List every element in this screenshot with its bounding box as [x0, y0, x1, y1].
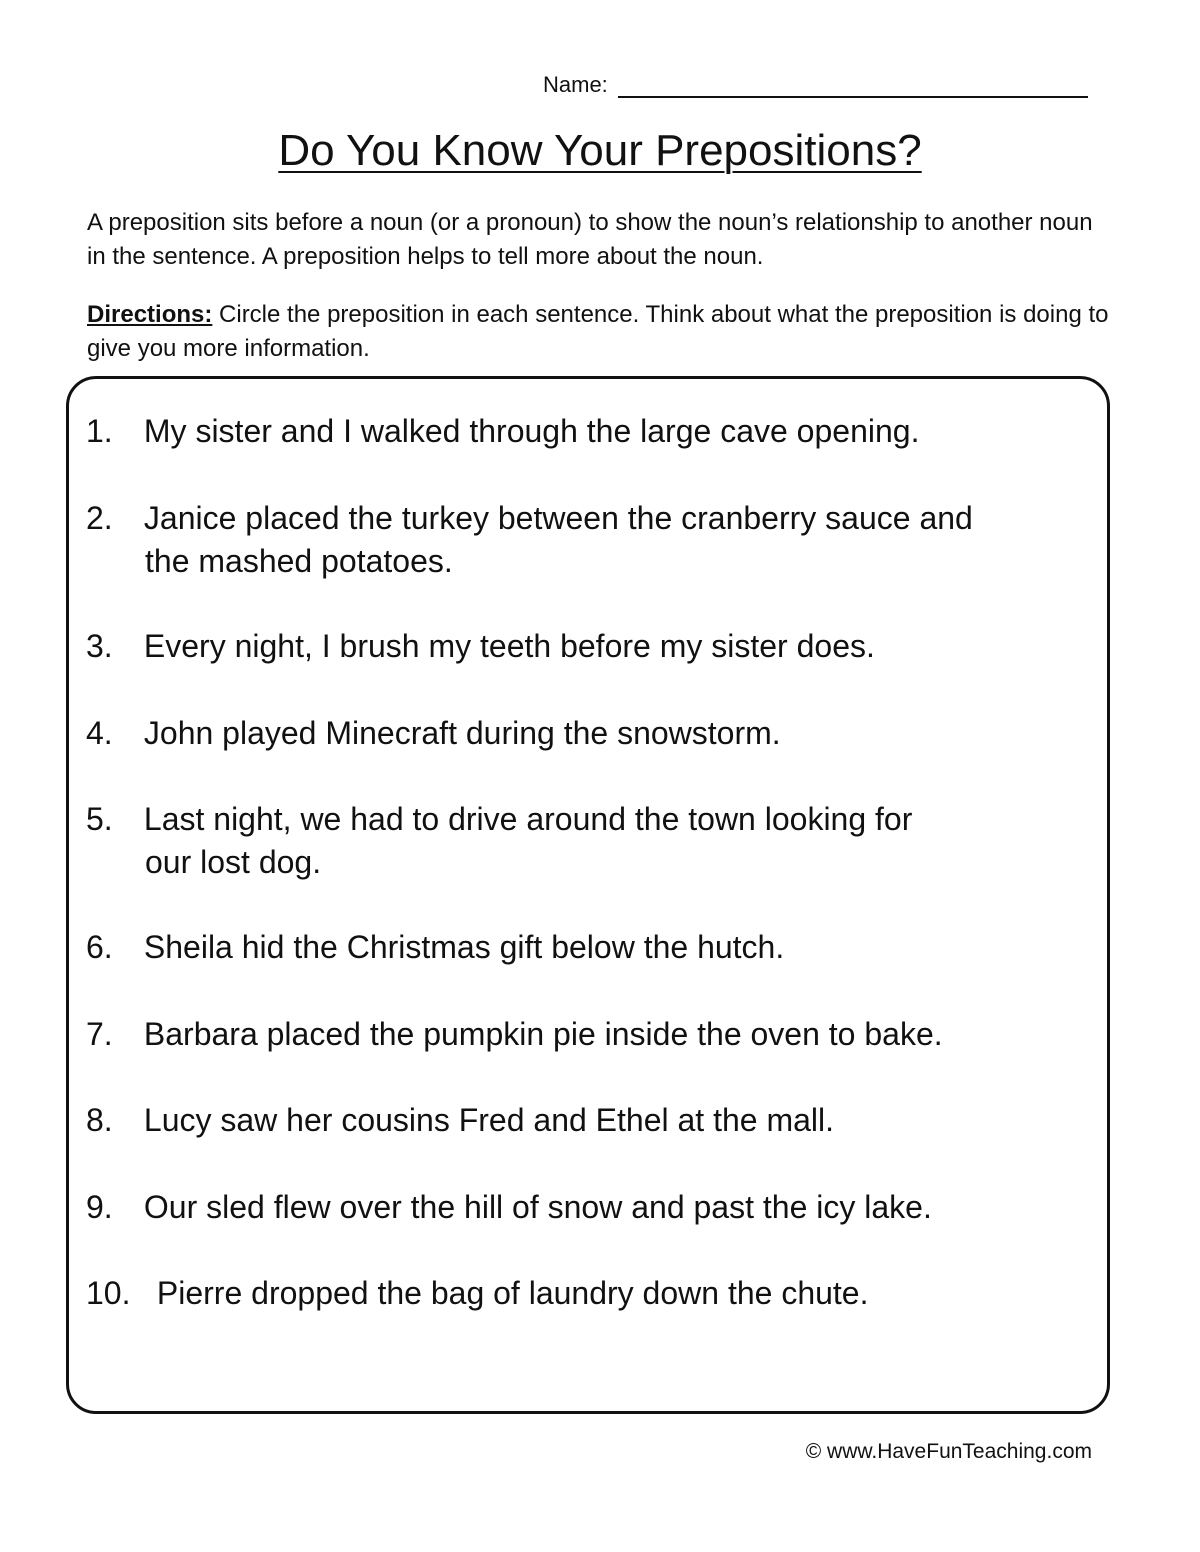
- sentence-item-3: [86, 625, 875, 668]
- item-number: 1.: [86, 413, 113, 449]
- sentence-item-10: [86, 1272, 868, 1315]
- sentence-item-7: [86, 1013, 943, 1056]
- item-number: 3.: [86, 628, 113, 664]
- intro-paragraph: A preposition sits before a noun (or a pronoun) to show the noun’s relationship to another noun in the sentence. A preposition helps to tell more about the noun.: [87, 209, 1093, 270]
- directions-label: Directions:: [87, 301, 213, 328]
- copyright-footer: © www.HaveFunTeaching.com: [805, 1440, 1092, 1463]
- item-text: Last night, we had to drive around the town looking for: [143, 801, 913, 837]
- name-label: Name:: [543, 72, 608, 97]
- item-text: Our sled flew over the hill of snow and past the icy lake.: [143, 1189, 932, 1225]
- item-text-continued: the mashed potatoes.: [145, 543, 453, 579]
- sentence-item-1: [86, 410, 919, 453]
- item-text: My sister and I walked through the large cave opening.: [143, 413, 920, 449]
- worksheet-title: Do You Know Your Prepositions?: [278, 126, 922, 175]
- sentence-item-6: [86, 926, 784, 969]
- directions-text: Circle the preposition in each sentence. Think about what the preposition is doing to give you more information.: [87, 301, 1109, 362]
- sentence-item-8: [86, 1099, 834, 1142]
- item-text: Janice placed the turkey between the cranberry sauce and: [143, 500, 973, 536]
- name-blank-line[interactable]: [618, 70, 1088, 98]
- sentence-item-5: [86, 798, 912, 884]
- name-field: [543, 70, 1088, 98]
- item-number: 10.: [86, 1275, 131, 1311]
- sentence-item-9: [86, 1186, 932, 1229]
- item-number: 9.: [86, 1189, 113, 1225]
- item-text: Every night, I brush my teeth before my sister does.: [143, 628, 875, 664]
- item-text: Barbara placed the pumpkin pie inside the oven to bake.: [143, 1016, 943, 1052]
- item-text: Sheila hid the Christmas gift below the hutch.: [143, 929, 785, 965]
- item-number: 8.: [86, 1102, 113, 1138]
- item-text-continued: our lost dog.: [145, 844, 322, 880]
- sentence-item-2: [86, 497, 973, 583]
- sentence-item-4: [86, 712, 781, 755]
- directions-paragraph: [87, 298, 1117, 366]
- item-number: 4.: [86, 715, 113, 751]
- item-text: John played Minecraft during the snowstorm.: [143, 715, 781, 751]
- item-number: 5.: [86, 801, 113, 837]
- item-number: 2.: [86, 500, 113, 536]
- item-number: 6.: [86, 929, 113, 965]
- item-text: Pierre dropped the bag of laundry down the chute.: [156, 1275, 869, 1311]
- item-number: 7.: [86, 1016, 113, 1052]
- item-text: Lucy saw her cousins Fred and Ethel at the mall.: [143, 1102, 835, 1138]
